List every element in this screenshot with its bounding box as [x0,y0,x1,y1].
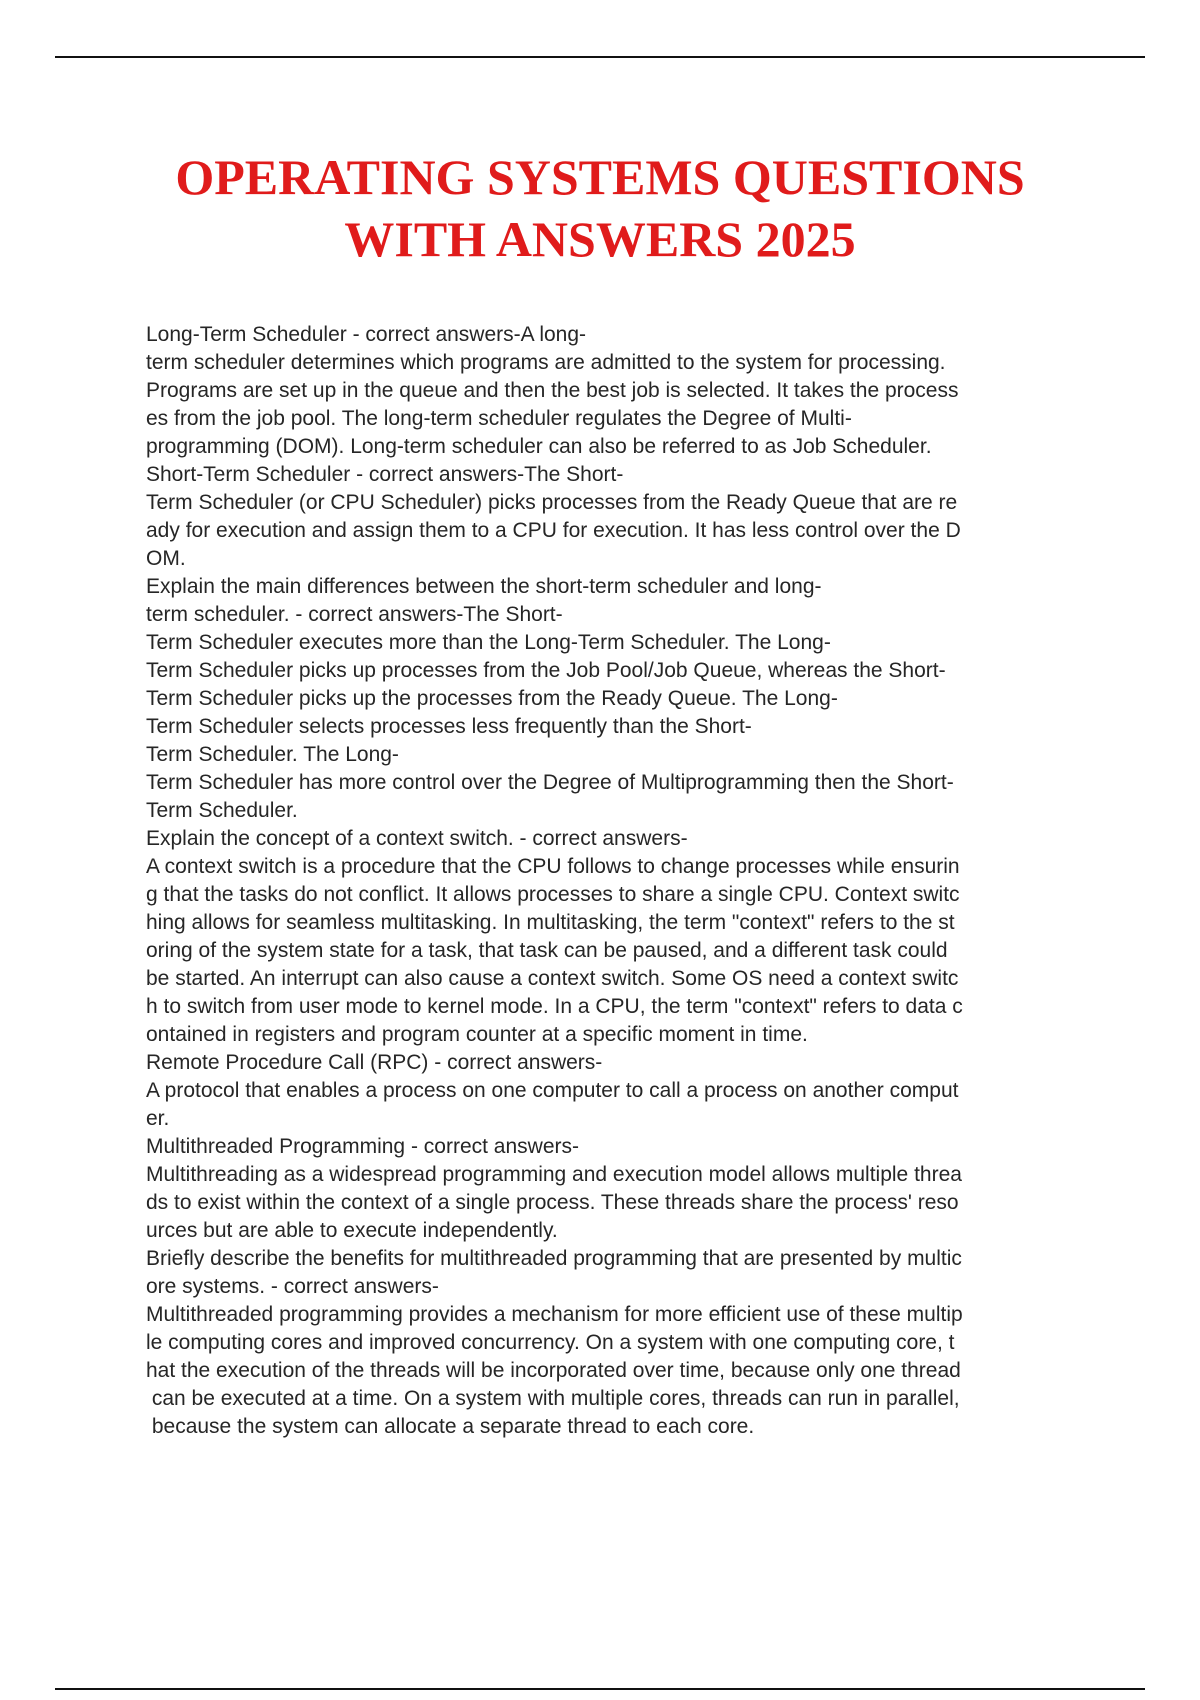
document-body [146,321,1086,1441]
text-line: oring of the system state for a task, that task can be paused, and a different task could [146,939,948,962]
document-title [0,146,1200,270]
text-line: ontained in registers and program counter at a specific moment in time. [146,1023,808,1046]
text-line: er. [146,1107,170,1130]
text-line: Term Scheduler. [146,799,298,822]
text-line: ore systems. - correct answers- [146,1275,439,1298]
text-line: hat the execution of the threads will be incorporated over time, because only one thread [146,1359,961,1382]
text-line: Programs are set up in the queue and then the best job is selected. It takes the process [146,379,959,402]
text-line: le computing cores and improved concurrency. On a system with one computing core, t [146,1331,955,1354]
text-line: Term Scheduler selects processes less frequently than the Short- [146,715,752,738]
text-line: term scheduler determines which programs are admitted to the system for processing. [146,351,946,374]
text-line: es from the job pool. The long-term scheduler regulates the Degree of Multi- [146,407,852,430]
text-line: A context switch is a procedure that the CPU follows to change processes while ensurin [146,855,960,878]
text-line: Explain the concept of a context switch. - correct answers- [146,827,688,850]
text-line: Term Scheduler. The Long- [146,743,399,766]
document-title-line: OPERATING SYSTEMS QUESTIONS [175,149,1025,205]
text-line: Term Scheduler has more control over the Degree of Multiprogramming then the Short- [146,771,954,794]
top-rule [55,56,1145,58]
text-line: Term Scheduler (or CPU Scheduler) picks processes from the Ready Queue that are re [146,491,958,514]
text-line: Term Scheduler executes more than the Long-Term Scheduler. The Long- [146,631,831,654]
text-line: g that the tasks do not conflict. It allows processes to share a single CPU. Context switc [146,883,960,906]
text-line: ady for execution and assign them to a CPU for execution. It has less control over the D [146,519,961,542]
text-line: programming (DOM). Long-term scheduler can also be referred to as Job Scheduler. [146,435,932,458]
text-line: Multithreading as a widespread programming and execution model allows multiple threa [146,1163,962,1186]
text-line: Short-Term Scheduler - correct answers-The Short- [146,463,624,486]
text-line: OM. [146,547,186,570]
text-line: A protocol that enables a process on one computer to call a process on another comput [146,1079,959,1102]
text-line: Multithreaded Programming - correct answers- [146,1135,579,1158]
text-line: Remote Procedure Call (RPC) - correct answers- [146,1051,603,1074]
bottom-rule [55,1688,1145,1690]
text-line: Term Scheduler picks up processes from the Job Pool/Job Queue, whereas the Short- [146,659,946,682]
text-line: hing allows for seamless multitasking. In multitasking, the term "context" refers to the st [146,911,955,934]
text-line: Term Scheduler picks up the processes from the Ready Queue. The Long- [146,687,838,710]
text-line: term scheduler. - correct answers-The Short- [146,603,563,626]
document-title-line: WITH ANSWERS 2025 [344,211,856,267]
text-line: h to switch from user mode to kernel mode. In a CPU, the term "context" refers to data c [146,995,963,1018]
text-line: be started. An interrupt can also cause a context switch. Some OS need a context switc [146,967,959,990]
text-line: because the system can allocate a separate thread to each core. [146,1415,755,1438]
text-line: urces but are able to execute independently. [146,1219,558,1242]
text-line: Explain the main differences between the short-term scheduler and long- [146,575,822,598]
text-line: ds to exist within the context of a single process. These threads share the process' reso [146,1191,959,1214]
text-line: Multithreaded programming provides a mechanism for more efficient use of these multip [146,1303,963,1326]
text-line: can be executed at a time. On a system with multiple cores, threads can run in parallel, [146,1387,960,1410]
text-line: Briefly describe the benefits for multithreaded programming that are presented by multic [146,1247,962,1270]
text-line: Long-Term Scheduler - correct answers-A long- [146,323,587,346]
